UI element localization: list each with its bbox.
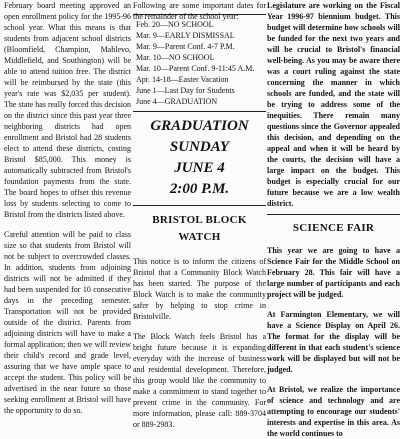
block-watch-section bbox=[133, 206, 266, 430]
science-fair-paragraph-3: At Bristol, we realize the importance of science and technology and are attempting to encourage our students' interests and expertise in this area. As the world continues to bbox=[267, 385, 400, 438]
open-enrollment-paragraph-2: Careful attention will be paid to class size so that students from Bristol will not be subject to overcrowded classes. In addition, students from adjoining districts will not be admitted if they had been suspended for 10 consecutive days in the preceding semester. Transportation will not be provided outside of the district. Parents from adjoining districts will have to make a formal application; then we will review their child's record and grade level, assuring that we have ample space to accept the student. This policy will be advertised in the near future so those seeking enrollment at Bristol will have the opportunity to do so. bbox=[4, 230, 131, 415]
graduation-line: 2:00 P.M. bbox=[169, 181, 230, 197]
science-fair-paragraph-2: At Farmington Elementary, we will have a Science Display on April 26. The format for the display will be different in that each student's science work will be displayed but will not be judged. bbox=[267, 310, 400, 374]
block-watch-title: WATCH bbox=[178, 231, 221, 243]
schedule-row: June 1—Last Day for Students bbox=[136, 86, 235, 95]
graduation-notice bbox=[133, 112, 266, 205]
important-dates-list bbox=[133, 19, 266, 107]
open-enrollment-paragraph-1: February board meeting approved an open enrollment policy for the 1995-96 school year. What this means is that students from adjacent school districts (Bloomfield, Champion, Mahlevo, Middlefield, and Southington) will be able to attend tuition free. The district will be reimbursed by the state (this year's rate was $2,035 per student). The state has really forced this decision on the district since this past year three neighboring districts had open enrollment and Bristol had 28 students elect to attend these districts, costing Bristol $85,000. This money is automatically subtracted from Bristol's foundation payments from the state. The board hopes to offset this revenue loss by students selecting to come to Bristol from the districts listed above. bbox=[4, 1, 131, 219]
schedule-row: Feb. 20—NO SCHOOL bbox=[136, 20, 214, 29]
block-watch-paragraph-1: This notice is to inform the citizens of Bristol that a Community Block Watch has been started. The purpose of the Block Watch is to make the community safer by helping to stop crime in Bristolville. bbox=[133, 257, 266, 321]
schedule-row: Mar. 10—NO SCHOOL bbox=[136, 53, 215, 62]
schedule-row: Mar. 10—Parent Conf. 9-11:45 A.M. bbox=[136, 64, 255, 73]
science-fair-paragraph-1: This year we are going to have a Science Fair for the Middle School on February 28. This fair will have a large number of participants and each project will be judged. bbox=[267, 246, 400, 299]
column-left bbox=[4, 0, 131, 415]
science-fair-title: SCIENCE FAIR bbox=[292, 222, 375, 234]
science-fair-section bbox=[267, 215, 400, 439]
block-watch-title: BRISTOL BLOCK bbox=[152, 214, 247, 226]
schedule-row: June 4—GRADUATION bbox=[136, 97, 218, 106]
column-right bbox=[267, 0, 400, 438]
graduation-line: GRADUATION bbox=[150, 118, 249, 134]
block-watch-paragraph-2: The Block Watch feels Bristol has a bright future because it is expanding everyday with the increase of business and residential development. Therefore, this group would like the community to make a commitment to stand together to prevent crime in the community. For more information, please call: 889-3704 or 889-2983. bbox=[133, 332, 266, 429]
schedule-row: Mar. 9—EARLY DISMISSAL bbox=[136, 31, 235, 40]
budget-paragraph: Legislature are working on the Fiscal Year 1996-97 biennium budget. This budget will determine how schools will be funded for the next two years and will be crucial to Bristol's financial well-being. As you may be aware there was a court ruling against the state concerning the manner in which schools are funded, and the state will be trying to address some of the inequities. There remain many questions since the Governor appealed this decision, and depending on the appeal and when it will be heard by the courts, the decision will have a large impact on the budget. This budget is especially crucial for our future because we are a low wealth district. bbox=[267, 1, 400, 208]
graduation-line: SUNDAY bbox=[169, 139, 230, 155]
schedule-row: Mar. 9—Parent Conf. 4-7 P.M. bbox=[136, 42, 235, 51]
graduation-line: JUNE 4 bbox=[174, 160, 225, 176]
schedule-row: Apr. 14-18—Easter Vacation bbox=[136, 75, 229, 84]
important-dates-intro: Following are some important dates for the remainder of the school year: bbox=[133, 1, 266, 21]
column-middle bbox=[133, 0, 266, 429]
